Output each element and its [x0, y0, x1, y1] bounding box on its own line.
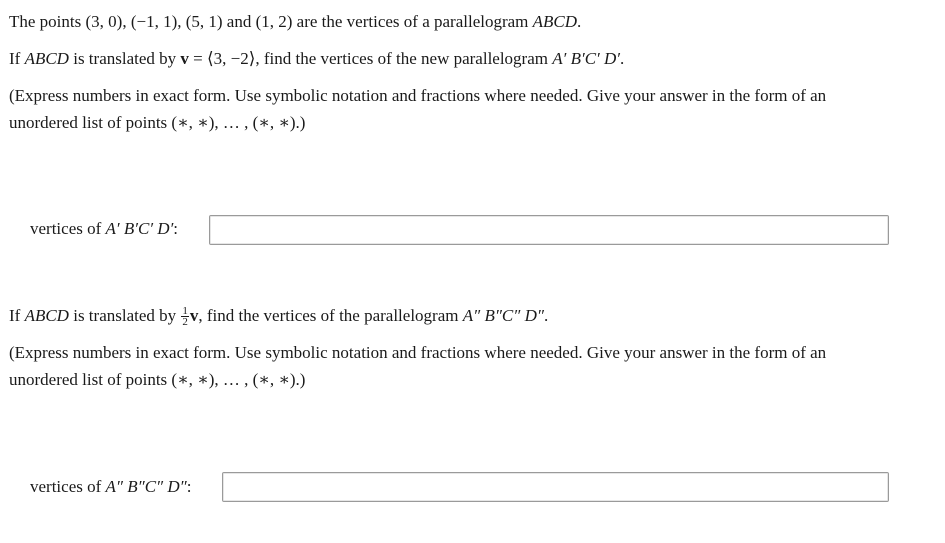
part2-answer-input[interactable]: [222, 472, 889, 502]
intro-text: The points (3, 0), (−1, 1), (5, 1) and (1, 2) are the vertices of a parallelogram: [9, 12, 533, 31]
part2-answer-prefix: vertices of: [30, 477, 106, 496]
part1-answer-colon: :: [173, 219, 179, 238]
part2-target-name: A″ B″C″ D″: [462, 306, 544, 325]
part1-q-mid: is translated by: [68, 49, 181, 68]
part2-question: [9, 306, 548, 327]
part1-instructions-line2: unordered list of points (∗, ∗), … , (∗, ∗).): [9, 113, 306, 132]
part1-q-start: If: [9, 49, 25, 68]
part1-answer-label: [30, 219, 178, 239]
part1-parallelogram-name: ABCD: [24, 49, 69, 68]
part1-q-end: .: [620, 49, 625, 68]
part1-answer-target: A′ B′C′ D′: [105, 219, 174, 238]
part1-answer-input[interactable]: [209, 215, 889, 245]
parallelogram-name: ABCD: [532, 12, 578, 31]
part2-instructions-line2: unordered list of points (∗, ∗), … , (∗, ∗).): [9, 370, 306, 389]
part2-vector-symbol: v: [189, 306, 199, 325]
part1-question: [9, 49, 624, 69]
part2-answer-target: A″ B″C″ D″: [105, 477, 187, 496]
part2-answer-label: [30, 477, 191, 497]
part1-vector-symbol: v: [180, 49, 189, 68]
part2-q-end-text: , find the vertices of the parallelogram: [198, 306, 463, 325]
part2-answer-colon: :: [186, 477, 192, 496]
part2-q-mid: is translated by: [68, 306, 181, 325]
part1-target-name: A′ B′C′ D′: [552, 49, 621, 68]
part2-instructions-line1: (Express numbers in exact form. Use symbolic notation and fractions where needed. Give your answer in the form of an: [9, 343, 827, 362]
part1-answer-prefix: vertices of: [30, 219, 106, 238]
part2-q-end: .: [543, 306, 549, 325]
fraction-denominator: 2: [182, 316, 188, 328]
problem-intro: [9, 12, 581, 32]
one-half-fraction: [181, 306, 189, 327]
part2-q-start: If: [9, 306, 25, 325]
part1-instructions-line1: (Express numbers in exact form. Use symbolic notation and fractions where needed. Give your answer in the form of an: [9, 86, 827, 105]
intro-period: .: [577, 12, 582, 31]
part2-parallelogram-name: ABCD: [24, 306, 69, 325]
part1-q-vector: = ⟨3, −2⟩, find the vertices of the new parallelogram: [188, 49, 553, 68]
fraction-numerator: 1: [182, 305, 188, 317]
